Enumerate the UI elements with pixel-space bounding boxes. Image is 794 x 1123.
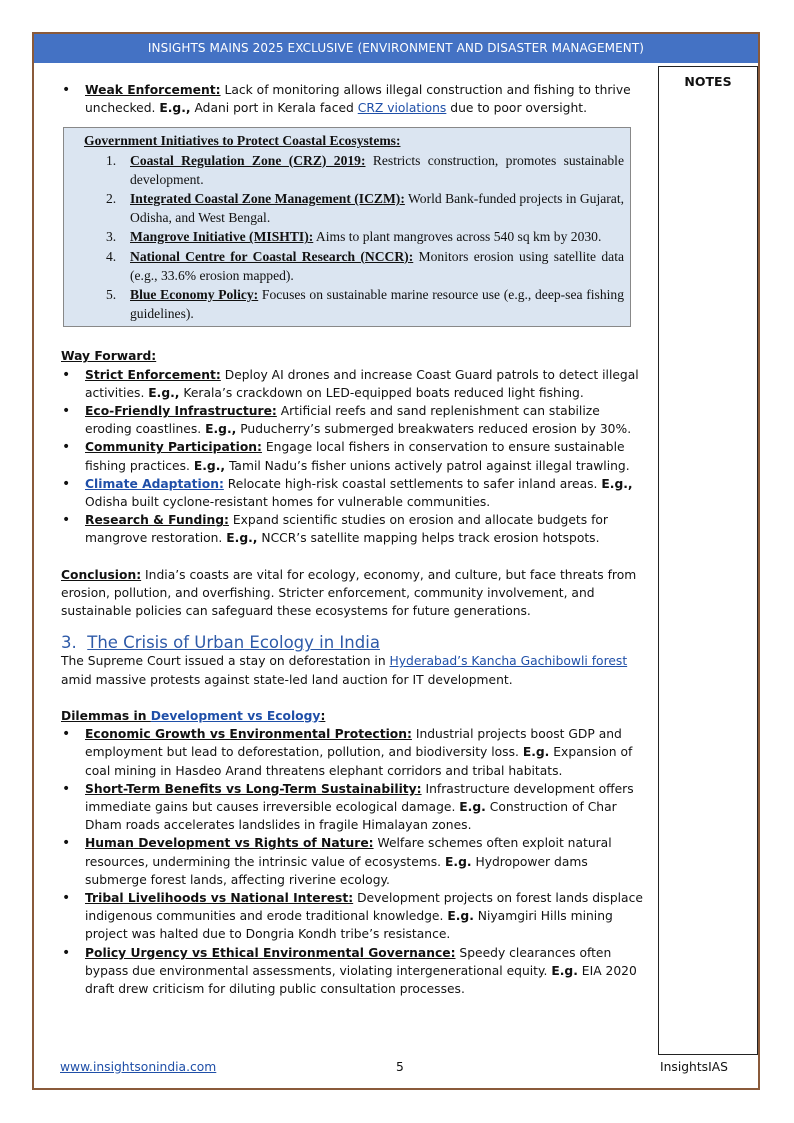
- list-item: • Human Development vs Rights of Nature: Welfare schemes often exploit natural resources, undermining the intrinsic value of ecosystems. E.g. Hydropower dams submerge forest lands, affecting riverine ecology.: [61, 834, 643, 889]
- list-item: • Climate Adaptation: Relocate high-risk coastal settlements to safer inland areas. E.g., Odisha built cyclone-resistant homes for vulnerable communities.: [61, 475, 643, 511]
- initiative-item: 3. Mangrove Initiative (MISHTI): Aims to plant mangroves across 540 sq km by 2030.: [106, 229, 602, 245]
- initiative-item: 1. Coastal Regulation Zone (CRZ) 2019: Restricts construction, promotes sustainable development.: [106, 152, 624, 187]
- page-number: 5: [396, 1060, 404, 1074]
- list-item: • Short-Term Benefits vs Long-Term Sustainability: Infrastructure development offers immediate gains but causes irreversible ecological damage. E.g. Construction of Char Dham roads accelerates landslides in fragile Himalayan zones.: [61, 780, 643, 835]
- dilemmas-list: [61, 725, 643, 998]
- notes-title: NOTES: [684, 74, 732, 89]
- initiative-item: 5. Blue Economy Policy: Focuses on sustainable marine resource use (e.g., deep-sea fishing guidelines).: [106, 287, 624, 322]
- section-3-intro: The Supreme Court issued a stay on deforestation in Hyderabad’s Kancha Gachibowli forest amid massive protests against state-led land auction for IT development.: [61, 654, 628, 687]
- initiative-item: 4. National Centre for Coastal Research (NCCR): Monitors erosion using satellite data (e.g., 33.6% erosion mapped).: [106, 248, 625, 283]
- list-item: • Community Participation: Engage local fishers in conservation to ensure sustainable fishing practices. E.g., Tamil Nadu’s fisher unions actively patrol against illegal trawling.: [61, 438, 643, 474]
- way-forward-heading: Way Forward:: [61, 349, 157, 364]
- list-item: • Tribal Livelihoods vs National Interest: Development projects on forest lands displace indigenous communities and erode traditional knowledge. E.g. Niyamgiri Hills mining project was halted due to Dongria Kondh tribe’s resistance.: [61, 889, 643, 944]
- list-item: • Weak Enforcement: Lack of monitoring allows illegal construction and fishing to thrive unchecked. E.g., Adani port in Kerala faced CRZ violations due to poor oversight.: [61, 81, 643, 117]
- main-content: [61, 81, 643, 998]
- page-header: INSIGHTS MAINS 2025 EXCLUSIVE (ENVIRONMENT AND DISASTER MANAGEMENT): [34, 34, 758, 63]
- development-vs-ecology-link[interactable]: Development vs Ecology: [150, 708, 321, 723]
- footer-brand: InsightsIAS: [660, 1060, 728, 1074]
- list-item: • Economic Growth vs Environmental Protection: Industrial projects boost GDP and employment but lead to deforestation, pollution, and biodiversity loss. E.g. Expansion of coal mining in Hasdeo Arand threatens elephant corridors and tribal habitats.: [61, 725, 643, 780]
- dilemmas-heading: Dilemmas in Development vs Ecology:: [61, 708, 326, 723]
- list-item: • Strict Enforcement: Deploy AI drones and increase Coast Guard patrols to detect illegal activities. E.g., Kerala’s crackdown on LED-equipped boats reduced light fishing.: [61, 366, 643, 402]
- list-item: • Policy Urgency vs Ethical Environmental Governance: Speedy clearances often bypass due environmental assessments, violating intergenerational equity. E.g. EIA 2020 draft drew criticism for diluting public consultation processes.: [61, 944, 643, 999]
- crz-violations-link[interactable]: CRZ violations: [357, 101, 447, 116]
- section-3-heading: 3. The Crisis of Urban Ecology in India: [61, 633, 380, 653]
- initiatives-box: [63, 127, 631, 327]
- kancha-gachibowli-link[interactable]: Hyderabad’s Kancha Gachibowli forest: [389, 654, 628, 669]
- conclusion-paragraph: Conclusion: India’s coasts are vital for ecology, economy, and culture, but face threats from erosion, pollution, and overfishing. Stricter enforcement, community involvement, and sustainable policies can safeguard these ecosystems for future generations.: [61, 567, 637, 619]
- footer-website-link[interactable]: www.insightsonindia.com: [60, 1060, 217, 1074]
- climate-adaptation-link[interactable]: Climate Adaptation:: [85, 476, 224, 491]
- notes-column: [658, 66, 758, 1055]
- way-forward-list: [61, 366, 643, 548]
- list-item: • Research & Funding: Expand scientific studies on erosion and allocate budgets for mangrove restoration. E.g., NCCR’s satellite mapping helps track erosion hotspots.: [61, 511, 643, 547]
- initiative-item: 2. Integrated Coastal Zone Management (ICZM): World Bank-funded projects in Gujarat, Odisha, and West Bengal.: [106, 191, 625, 226]
- intro-list: [61, 81, 643, 117]
- initiatives-title: Government Initiatives to Protect Coastal Ecosystems:: [84, 133, 401, 149]
- list-item: • Eco-Friendly Infrastructure: Artificial reefs and sand replenishment can stabilize eroding coastlines. E.g., Puducherry’s submerged breakwaters reduced erosion by 30%.: [61, 402, 643, 438]
